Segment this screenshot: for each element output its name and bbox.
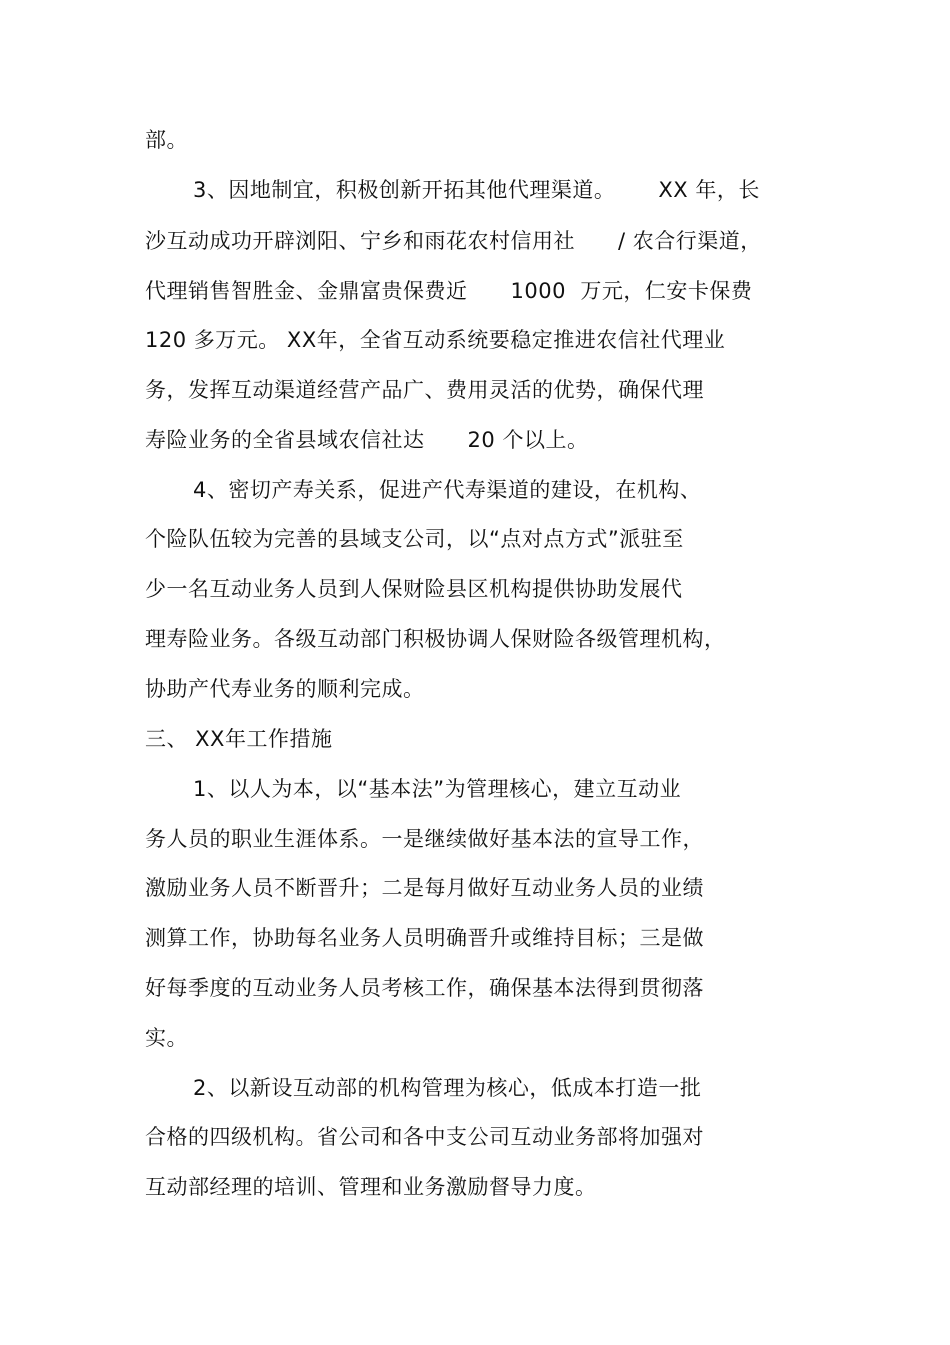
text-line: 2、以新设互动部的机构管理为核心，低成本打造一批 (193, 1076, 702, 1100)
text-line: 4、密切产寿关系，促进产代寿渠道的建设，在机构、 (193, 478, 702, 502)
text-line: 协助产代寿业务的顺利完成。 (145, 677, 425, 701)
text-line: 120 多万元。 XX年，全省互动系统要稳定推进农信社代理业 (145, 328, 726, 352)
text-line: 务人员的职业生涯体系。一是继续做好基本法的宣导工作， (145, 827, 704, 851)
section-heading: 三、 XX年工作措施 (145, 727, 333, 751)
text-line: 激励业务人员不断晋升；二是每月做好互动业务人员的业绩 (145, 876, 704, 900)
text-line: 3、因地制宜，积极创新开拓其他代理渠道。 XX 年，长 (193, 178, 760, 202)
text-line: 代理销售智胜金、金鼎富贵保费近 1000 万元，仁安卡保费 (145, 279, 753, 303)
text-line: 务，发挥互动渠道经营产品广、费用灵活的优势，确保代理 (145, 378, 704, 402)
text-line: 个险队伍较为完善的县域支公司，以“点对点方式”派驻至 (145, 527, 684, 551)
text-line: 测算工作，协助每名业务人员明确晋升或维持目标；三是做 (145, 926, 704, 950)
text-line: 沙互动成功开辟浏阳、宁乡和雨花农村信用社 / 农合行渠道， (145, 229, 762, 253)
text-line: 部。 (145, 128, 188, 152)
text-line: 实。 (145, 1026, 188, 1050)
text-line: 互动部经理的培训、管理和业务激励督导力度。 (145, 1175, 597, 1199)
text-line: 合格的四级机构。省公司和各中支公司互动业务部将加强对 (145, 1125, 704, 1149)
text-line: 少一名互动业务人员到人保财险县区机构提供协助发展代 (145, 577, 683, 601)
text-line: 理寿险业务。各级互动部门积极协调人保财险各级管理机构， (145, 627, 726, 651)
text-line: 寿险业务的全省县域农信社达 20 个以上。 (145, 428, 589, 452)
text-line: 好每季度的互动业务人员考核工作，确保基本法得到贯彻落 (145, 976, 704, 1000)
text-line: 1、以人为本，以“基本法”为管理核心，建立互动业 (193, 777, 682, 801)
